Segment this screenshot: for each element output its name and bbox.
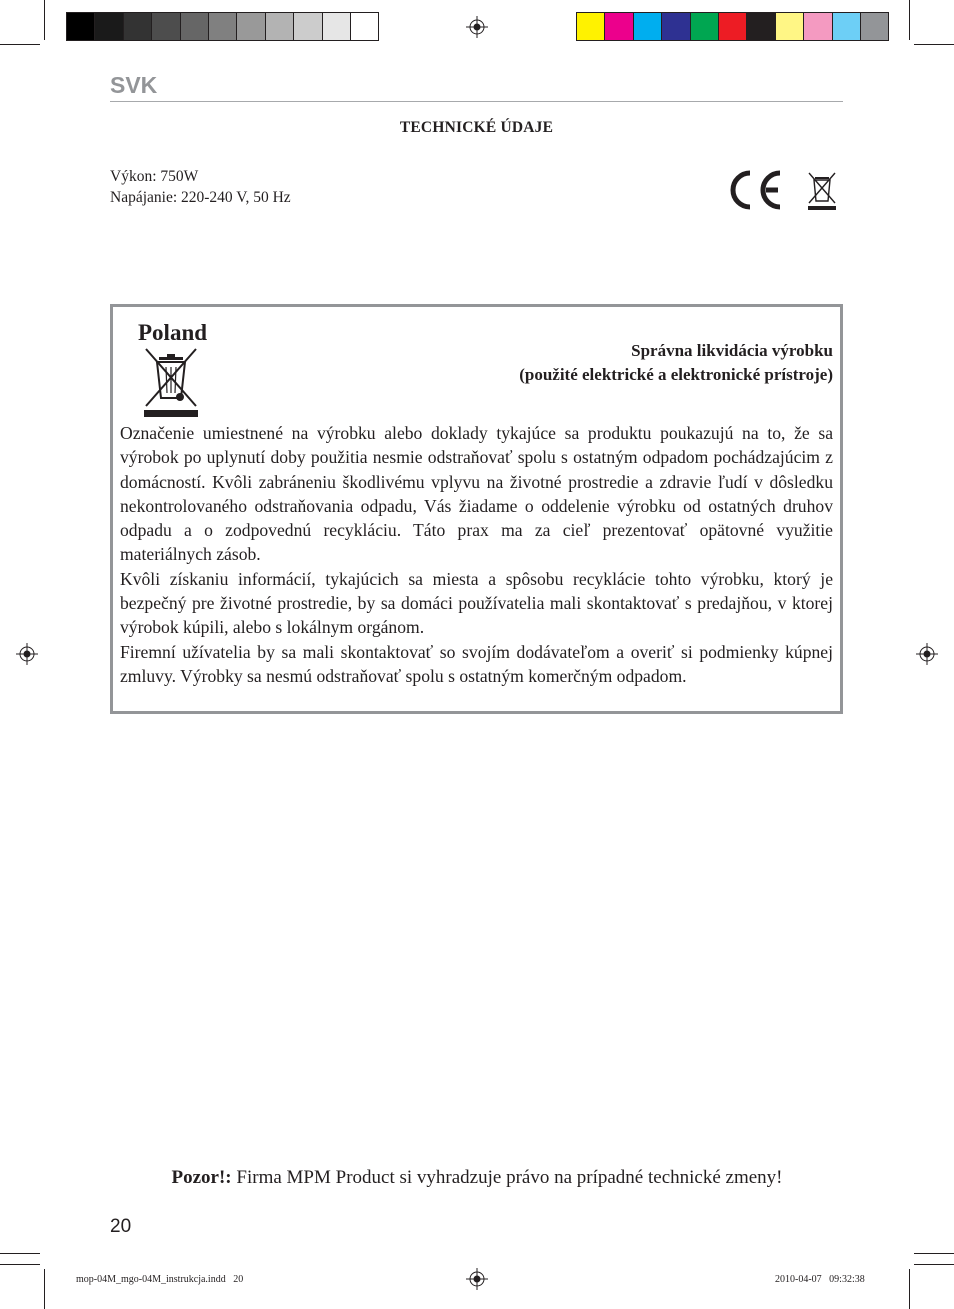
disposal-paragraph: Označenie umiestnené na výrobku alebo doklady tykajúce sa produktu poukazujú na to, že sa výrobok po uplynutí doby použitia nesmie odstraňovať spolu s ostatným odpadom pochádzajúcim z domácností. Kvôli zabráneniu škodlivému vplyvu na životné prostredie a zdravie ľudí v dôsledku nekontrolovaného odstraňovania odpadu, Vás žiadame o oddelenie výrobku od ostatných druhov odpadu a o zodpovednú recykláciu. Táto prax ma za cieľ prezentovať opätovné využitie materiálnych zásob. [120, 423, 833, 565]
page-number: 20 [110, 1216, 132, 1237]
color-swatch [322, 12, 351, 41]
color-swatch [604, 12, 633, 41]
supply-spec: Napájanie: 220-240 V, 50 Hz [110, 189, 291, 206]
color-swatch [633, 12, 662, 41]
warning-note [0, 1167, 954, 1189]
crossed-bin-icon [142, 346, 200, 418]
section-title: TECHNICKÉ ÚDAJE [399, 119, 554, 136]
crop-mark [0, 1253, 40, 1254]
crop-mark [44, 0, 45, 40]
crop-mark [44, 1269, 45, 1309]
color-swatch [180, 12, 209, 41]
crossed-bin-icon [806, 171, 838, 211]
country-label: Poland [138, 320, 208, 345]
disposal-title: Správna likvidácia výrobku [631, 341, 833, 360]
color-swatch [690, 12, 719, 41]
color-swatch [576, 12, 605, 41]
registration-target-icon [466, 16, 488, 38]
language-code: SVK [110, 72, 158, 98]
color-swatch [293, 12, 322, 41]
crop-mark [914, 1264, 954, 1265]
color-swatch [94, 12, 123, 41]
disposal-subtitle: (použité elektrické a elektronické prístroje) [519, 365, 833, 384]
color-swatch [66, 12, 95, 41]
registration-target-icon [16, 643, 38, 665]
color-swatch [803, 12, 832, 41]
registration-target-icon [916, 643, 938, 665]
color-swatch [350, 12, 379, 41]
warning-label: Pozor!: [171, 1167, 232, 1188]
color-swatch [208, 12, 237, 41]
color-swatch [746, 12, 775, 41]
crop-mark [909, 1269, 910, 1309]
color-swatch [860, 12, 889, 41]
color-swatch [265, 12, 294, 41]
crop-mark [914, 1253, 954, 1254]
color-swatch [775, 12, 804, 41]
crop-mark [0, 44, 40, 45]
file-slug: mop-04M_mgo-04M_instrukcja.indd 20 [76, 1274, 244, 1285]
color-swatch [151, 12, 180, 41]
warning-text: Firma MPM Product si vyhradzuje právo na prípadné technické zmeny! [231, 1167, 783, 1188]
color-swatch [236, 12, 265, 41]
crop-mark [909, 0, 910, 40]
color-swatch [832, 12, 861, 41]
header-divider [110, 101, 843, 102]
registration-target-icon [466, 1268, 488, 1290]
print-timestamp: 2010-04-07 09:32:38 [775, 1274, 865, 1285]
disposal-paragraph: Firemní užívatelia by sa mali skontaktovať so svojím dodávateľom a overiť si podmienky kúpnej zmluvy. Výrobky sa nesmú odstraňovať spolu s ostatným komerčným odpadom. [120, 641, 833, 686]
disposal-paragraph: Kvôli získaniu informácií, tykajúcich sa miesta a spôsobu recyklácie tohto výrobku, ktorý je bezpečný pre životné prostredie, by sa domáci používatelia mali skontaktovať s predajňou, v ktorej výrobok kúpili, alebo s lokálnym orgánom. [120, 568, 833, 638]
crop-mark [0, 1264, 40, 1265]
crop-mark [914, 44, 954, 45]
color-swatch [661, 12, 690, 41]
disposal-body [120, 421, 833, 688]
ce-mark-icon [728, 170, 786, 210]
color-swatch [718, 12, 747, 41]
power-spec: Výkon: 750W [110, 168, 199, 185]
color-swatch [123, 12, 152, 41]
